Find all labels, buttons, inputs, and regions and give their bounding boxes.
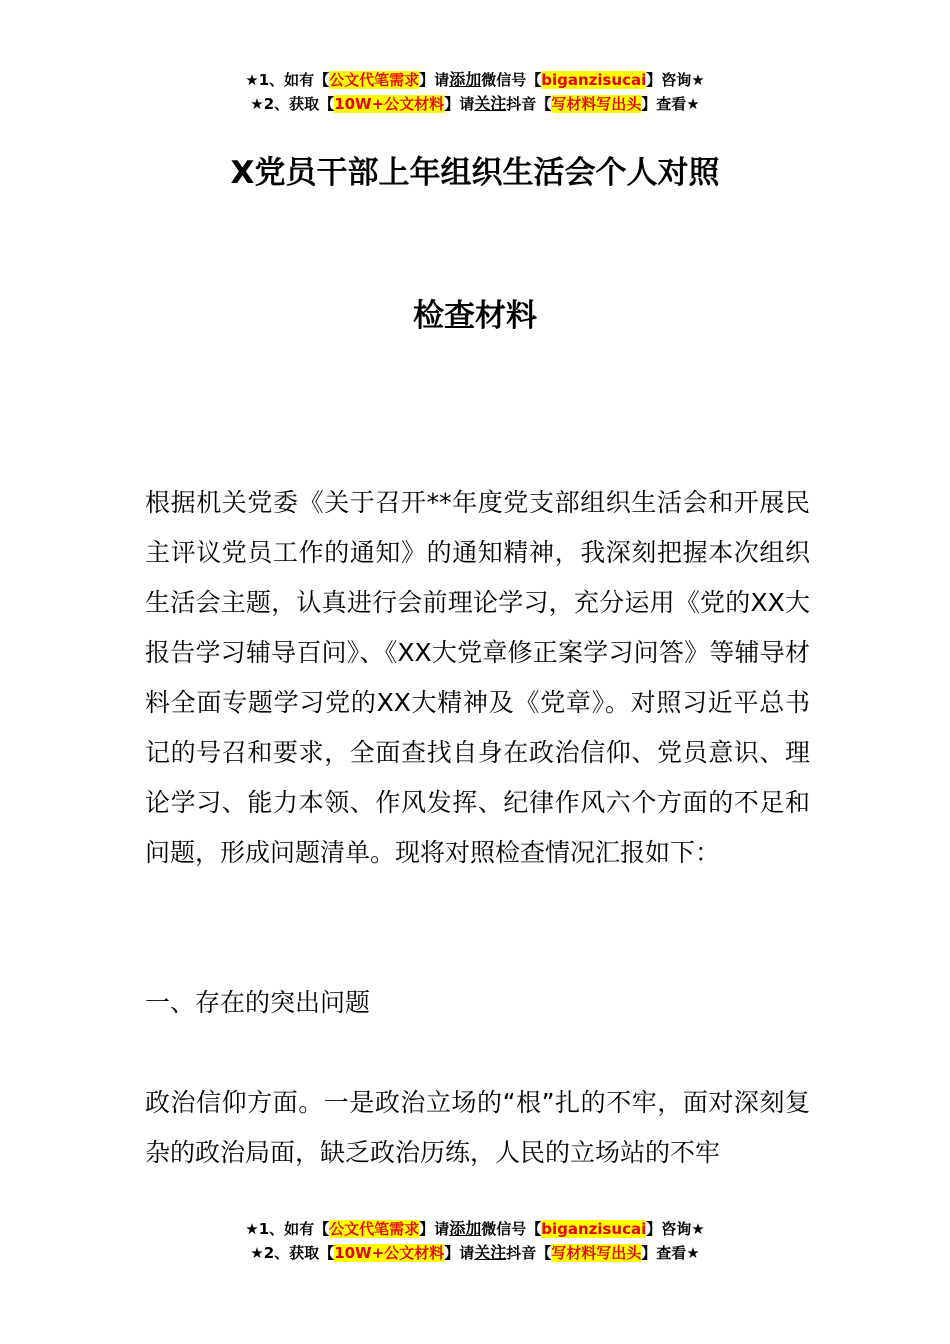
section-heading: 一、存在的突出问题: [145, 988, 371, 1017]
banner-text: 】请: [444, 95, 475, 113]
banner-underlined: 关注: [474, 1243, 507, 1262]
banner-highlight: biganzisucai: [541, 71, 647, 89]
banner-text: ★1、如有【: [245, 71, 330, 89]
banner-underlined: 添加: [449, 70, 482, 89]
banner-text: 】查看★: [641, 95, 700, 113]
document-title-line-1: X党员干部上年组织生活会个人对照: [230, 155, 720, 191]
banner-text: 】查看★: [641, 1244, 700, 1262]
banner-text: 】请: [444, 1244, 475, 1262]
banner-line-1: [0, 1217, 950, 1241]
footer-banner: [0, 1217, 950, 1265]
banner-underlined: 关注: [474, 94, 507, 113]
banner-text: 微信号【: [481, 1220, 542, 1238]
banner-underlined: 添加: [449, 1219, 482, 1238]
banner-highlight: 10W+公文材料: [334, 1244, 445, 1262]
banner-highlight: biganzisucai: [541, 1220, 647, 1238]
banner-text: ★2、获取【: [250, 1244, 335, 1262]
banner-highlight: 公文代笔需求: [329, 71, 420, 89]
document-title-line-2: 检查材料: [413, 298, 537, 334]
banner-text: 】请: [419, 1220, 450, 1238]
banner-text: 】请: [419, 71, 450, 89]
banner-highlight: 写材料写出头: [551, 95, 642, 113]
banner-text: 微信号【: [481, 71, 542, 89]
banner-highlight: 公文代笔需求: [329, 1220, 420, 1238]
banner-text: ★2、获取【: [250, 95, 335, 113]
banner-text: 】咨询★: [646, 1220, 705, 1238]
banner-line-2: [0, 92, 950, 116]
banner-line-2: [0, 1241, 950, 1265]
banner-highlight: 10W+公文材料: [334, 95, 445, 113]
banner-text: 抖音【: [506, 95, 552, 113]
banner-highlight: 写材料写出头: [551, 1244, 642, 1262]
banner-line-1: [0, 68, 950, 92]
banner-text: ★1、如有【: [245, 1220, 330, 1238]
banner-text: 抖音【: [506, 1244, 552, 1262]
banner-text: 】咨询★: [646, 71, 705, 89]
intro-paragraph: 根据机关党委《关于召开**年度党支部组织生活会和开展民主评议党员工作的通知》的通知精神，我深刻把握本次组织生活会主题，认真进行会前理论学习，充分运用《党的XX大报告学习辅导百问》、《XX大党章修正案学习问答》等辅导材料全面专题学习党的XX大精神及《党章》。对照习近平总书记的号召和要求，全面查找自身在政治信仰、党员意识、理论学习、能力本领、作风发挥、纪律作风六个方面的不足和问题，形成问题清单。现将对照检查情况汇报如下：: [145, 488, 810, 867]
header-banner: [0, 68, 950, 116]
section-paragraph: 政治信仰方面。一是政治立场的“根”扎的不牢，面对深刻复杂的政治局面，缺乏政治历练，人民的立场站的不牢: [145, 1088, 810, 1167]
